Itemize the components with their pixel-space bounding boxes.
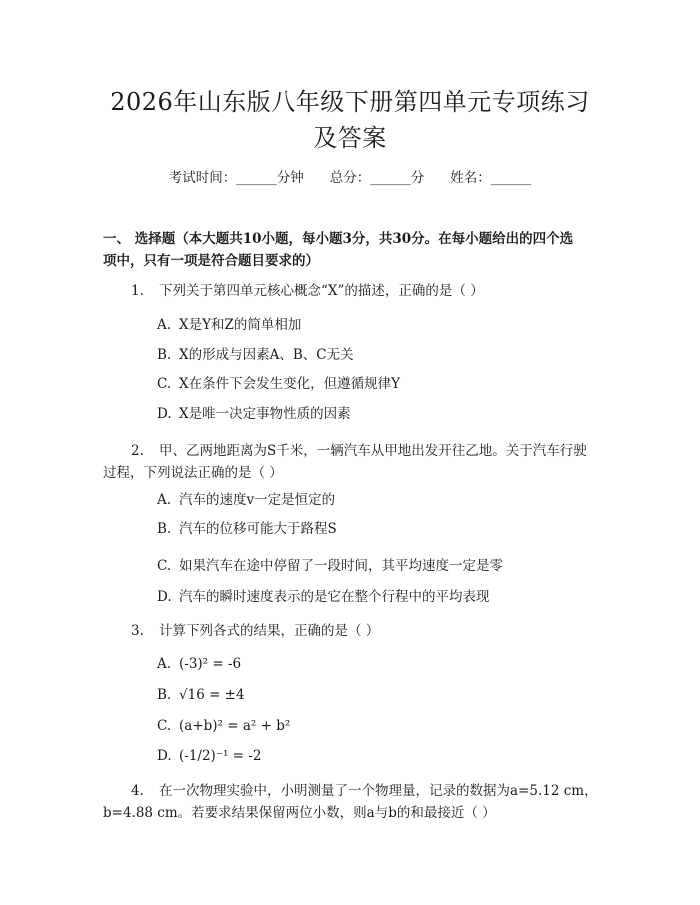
option-label: A. bbox=[157, 317, 172, 333]
question-3-option-d bbox=[157, 746, 261, 766]
question-number: 1. bbox=[131, 283, 144, 299]
option-text: X是唯一决定事物性质的因素 bbox=[179, 406, 351, 422]
question-1-option-a bbox=[157, 315, 301, 335]
option-label: C. bbox=[157, 558, 172, 574]
option-text: (a+b)² = a² + b² bbox=[179, 718, 291, 734]
option-label: D. bbox=[157, 589, 172, 605]
option-text: 汽车的速度v一定是恒定的 bbox=[179, 492, 336, 508]
question-1 bbox=[103, 280, 603, 302]
option-label: A. bbox=[157, 492, 172, 508]
question-1-option-d bbox=[157, 404, 351, 424]
section-heading-line-1: 一、 选择题（本大题共10小题，每小题3分，共30分。在每小题给出的四个选 bbox=[103, 231, 574, 247]
page-title bbox=[60, 84, 640, 156]
option-label: D. bbox=[157, 406, 172, 422]
question-3 bbox=[103, 620, 603, 642]
option-text: (-3)² = -6 bbox=[179, 656, 242, 672]
title-line-2: 及答案 bbox=[313, 124, 387, 152]
option-label: C. bbox=[157, 376, 172, 392]
question-number: 3. bbox=[131, 623, 144, 639]
question-2-option-a bbox=[157, 490, 335, 510]
question-2-option-b bbox=[157, 519, 337, 539]
section-heading-line-2: 项中，只有一项是符合题目要求的） bbox=[103, 253, 319, 269]
section-heading bbox=[103, 228, 623, 272]
option-label: B. bbox=[157, 687, 172, 703]
option-text: √16 = ±4 bbox=[179, 687, 245, 703]
question-4 bbox=[103, 780, 603, 824]
option-text: 如果汽车在途中停留了一段时间，其平均速度一定是零 bbox=[179, 558, 503, 574]
option-label: B. bbox=[157, 347, 172, 363]
option-text: (-1/2)⁻¹ = -2 bbox=[179, 748, 262, 764]
question-text-line-2: 过程，下列说法正确的是（ ） bbox=[103, 465, 283, 481]
title-line-1: 2026年山东版八年级下册第四单元专项练习 bbox=[110, 88, 590, 116]
question-3-option-a bbox=[157, 654, 241, 674]
question-3-option-b bbox=[157, 685, 245, 705]
question-text: 计算下列各式的结果，正确的是（ ） bbox=[159, 623, 380, 639]
exam-time-field: 考试时间：______分钟 bbox=[168, 170, 304, 186]
question-text-line-1: 在一次物理实验中，小明测量了一个物理量，记录的数据为a=5.12 cm， bbox=[159, 783, 598, 799]
option-label: B. bbox=[157, 521, 172, 537]
question-2-option-c bbox=[157, 556, 503, 576]
question-number: 4. bbox=[131, 783, 144, 799]
question-text-line-1: 甲、乙两地距离为S千米，一辆汽车从甲地出发开往乙地。关于汽车行驶 bbox=[159, 443, 587, 459]
option-label: C. bbox=[157, 718, 172, 734]
exam-name-field: 姓名：______ bbox=[450, 170, 532, 186]
option-text: X是Y和Z的简单相加 bbox=[179, 317, 302, 333]
exam-info bbox=[0, 168, 700, 188]
option-text: 汽车的瞬时速度表示的是它在整个行程中的平均表现 bbox=[179, 589, 490, 605]
option-text: X的形成与因素A、B、C无关 bbox=[179, 347, 354, 363]
question-2-option-d bbox=[157, 587, 490, 607]
option-label: D. bbox=[157, 748, 172, 764]
question-text-line-2: b=4.88 cm。若要求结果保留两位小数，则a与b的和最接近（ ） bbox=[103, 805, 496, 821]
question-text: 下列关于第四单元核心概念“X”的描述，正确的是（ ） bbox=[159, 283, 484, 299]
option-text: 汽车的位移可能大于路程S bbox=[179, 521, 337, 537]
question-2 bbox=[103, 440, 603, 484]
question-3-option-c bbox=[157, 716, 290, 736]
option-text: X在条件下会发生变化，但遵循规律Y bbox=[179, 376, 401, 392]
question-1-option-b bbox=[157, 345, 354, 365]
question-1-option-c bbox=[157, 374, 400, 394]
exam-score-field: 总分：______分 bbox=[329, 170, 425, 186]
option-label: A. bbox=[157, 656, 172, 672]
question-number: 2. bbox=[131, 443, 144, 459]
